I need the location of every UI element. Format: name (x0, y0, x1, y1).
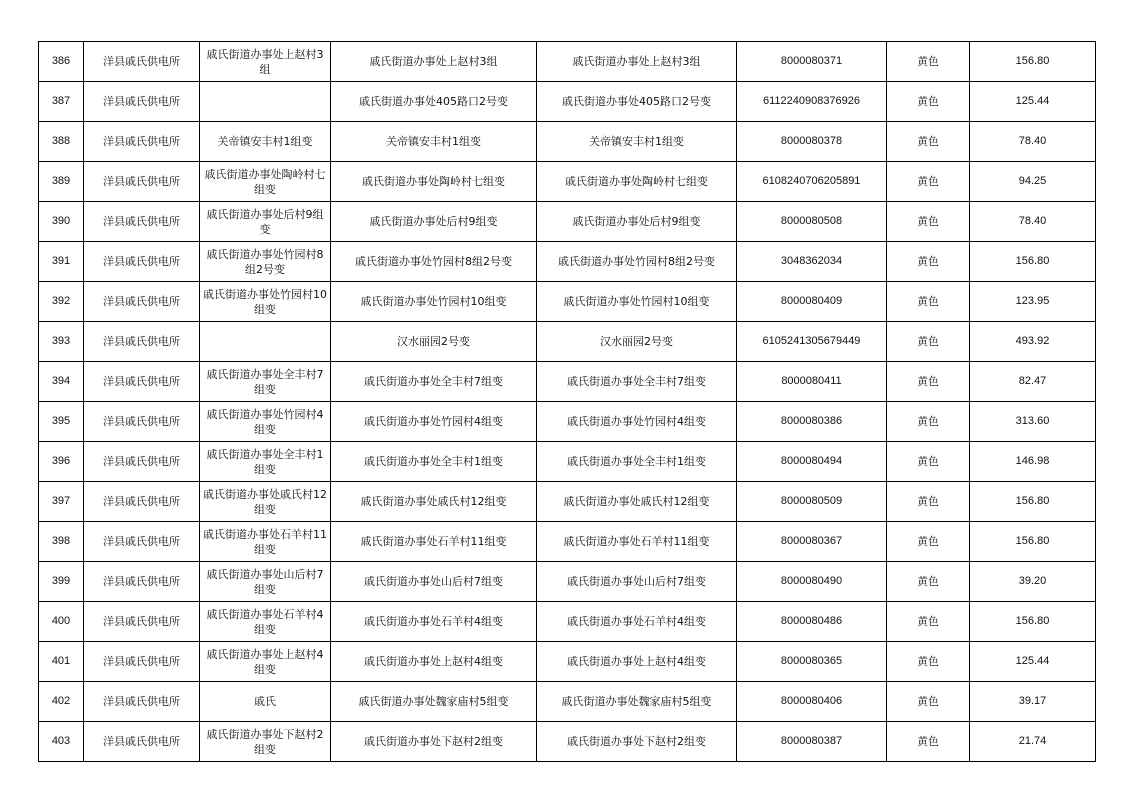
meter-code-cell: 8000080371 (737, 42, 887, 82)
warning-level-cell: 黄色 (887, 162, 970, 202)
warning-level-cell: 黄色 (887, 442, 970, 482)
line-name-cell: 戚氏街道办事处竹园村10组变 (331, 282, 537, 322)
warning-level-cell: 黄色 (887, 42, 970, 82)
table-row (39, 162, 1096, 202)
value-cell: 78.40 (970, 122, 1096, 162)
row-number-cell: 392 (39, 282, 84, 322)
transformer-name-cell: 戚氏街道办事处下赵村2组变 (537, 722, 737, 762)
value-cell: 39.17 (970, 682, 1096, 722)
location-cell: 戚氏 (200, 682, 331, 722)
row-number-cell: 399 (39, 562, 84, 602)
table-row (39, 282, 1096, 322)
warning-level-cell: 黄色 (887, 522, 970, 562)
table-row (39, 122, 1096, 162)
row-number-cell: 386 (39, 42, 84, 82)
table-row (39, 402, 1096, 442)
warning-level-cell: 黄色 (887, 642, 970, 682)
line-name-cell: 戚氏街道办事处全丰村7组变 (331, 362, 537, 402)
table-row (39, 522, 1096, 562)
location-cell: 戚氏街道办事处全丰村7组变 (200, 362, 331, 402)
table-body (39, 42, 1096, 762)
supply-station-cell: 洋县戚氏供电所 (84, 722, 200, 762)
warning-level-cell: 黄色 (887, 682, 970, 722)
warning-level-cell: 黄色 (887, 362, 970, 402)
transformer-name-cell: 戚氏街道办事处竹园村4组变 (537, 402, 737, 442)
meter-code-cell: 8000080508 (737, 202, 887, 242)
transformer-name-cell: 戚氏街道办事处全丰村7组变 (537, 362, 737, 402)
row-number-cell: 389 (39, 162, 84, 202)
row-number-cell: 402 (39, 682, 84, 722)
supply-station-cell: 洋县戚氏供电所 (84, 402, 200, 442)
value-cell: 156.80 (970, 42, 1096, 82)
line-name-cell: 戚氏街道办事处石羊村11组变 (331, 522, 537, 562)
value-cell: 146.98 (970, 442, 1096, 482)
table-row (39, 202, 1096, 242)
supply-station-cell: 洋县戚氏供电所 (84, 362, 200, 402)
location-cell: 戚氏街道办事处上赵村4组变 (200, 642, 331, 682)
table-row (39, 562, 1096, 602)
location-cell: 戚氏街道办事处全丰村1组变 (200, 442, 331, 482)
location-cell (200, 322, 331, 362)
line-name-cell: 戚氏街道办事处上赵村4组变 (331, 642, 537, 682)
supply-station-cell: 洋县戚氏供电所 (84, 82, 200, 122)
row-number-cell: 398 (39, 522, 84, 562)
table-row (39, 42, 1096, 82)
transformer-name-cell: 戚氏街道办事处上赵村4组变 (537, 642, 737, 682)
table-row (39, 362, 1096, 402)
supply-station-cell: 洋县戚氏供电所 (84, 562, 200, 602)
supply-station-cell: 洋县戚氏供电所 (84, 442, 200, 482)
transformer-name-cell: 戚氏街道办事处全丰村1组变 (537, 442, 737, 482)
transformer-name-cell: 戚氏街道办事处山后村7组变 (537, 562, 737, 602)
line-name-cell: 戚氏街道办事处下赵村2组变 (331, 722, 537, 762)
line-name-cell: 戚氏街道办事处山后村7组变 (331, 562, 537, 602)
table-row (39, 722, 1096, 762)
line-name-cell: 戚氏街道办事处全丰村1组变 (331, 442, 537, 482)
warning-level-cell: 黄色 (887, 602, 970, 642)
location-cell: 戚氏街道办事处竹园村4组变 (200, 402, 331, 442)
value-cell: 94.25 (970, 162, 1096, 202)
meter-code-cell: 8000080367 (737, 522, 887, 562)
supply-station-cell: 洋县戚氏供电所 (84, 522, 200, 562)
supply-station-cell: 洋县戚氏供电所 (84, 602, 200, 642)
row-number-cell: 390 (39, 202, 84, 242)
row-number-cell: 396 (39, 442, 84, 482)
meter-code-cell: 8000080490 (737, 562, 887, 602)
line-name-cell: 戚氏街道办事处魏家庙村5组变 (331, 682, 537, 722)
row-number-cell: 388 (39, 122, 84, 162)
location-cell: 戚氏街道办事处竹园村8组2号变 (200, 242, 331, 282)
meter-code-cell: 8000080409 (737, 282, 887, 322)
location-cell: 戚氏街道办事处竹园村10组变 (200, 282, 331, 322)
warning-level-cell: 黄色 (887, 282, 970, 322)
supply-station-cell: 洋县戚氏供电所 (84, 322, 200, 362)
warning-level-cell: 黄色 (887, 722, 970, 762)
table-row (39, 682, 1096, 722)
transformer-name-cell: 戚氏街道办事处陶岭村七组变 (537, 162, 737, 202)
meter-code-cell: 8000080378 (737, 122, 887, 162)
table-row (39, 242, 1096, 282)
meter-code-cell: 6112240908376926 (737, 82, 887, 122)
location-cell: 戚氏街道办事处山后村7组变 (200, 562, 331, 602)
meter-code-cell: 8000080387 (737, 722, 887, 762)
supply-station-cell: 洋县戚氏供电所 (84, 642, 200, 682)
row-number-cell: 393 (39, 322, 84, 362)
supply-station-cell: 洋县戚氏供电所 (84, 162, 200, 202)
table-row (39, 642, 1096, 682)
warning-level-cell: 黄色 (887, 202, 970, 242)
meter-code-cell: 8000080486 (737, 602, 887, 642)
row-number-cell: 401 (39, 642, 84, 682)
value-cell: 156.80 (970, 602, 1096, 642)
value-cell: 313.60 (970, 402, 1096, 442)
value-cell: 39.20 (970, 562, 1096, 602)
value-cell: 125.44 (970, 642, 1096, 682)
location-cell: 戚氏街道办事处石羊村11组变 (200, 522, 331, 562)
line-name-cell: 戚氏街道办事处405路口2号变 (331, 82, 537, 122)
location-cell: 戚氏街道办事处后村9组变 (200, 202, 331, 242)
supply-station-cell: 洋县戚氏供电所 (84, 202, 200, 242)
transformer-name-cell: 戚氏街道办事处竹园村8组2号变 (537, 242, 737, 282)
table-row (39, 482, 1096, 522)
location-cell: 戚氏街道办事处戚氏村12组变 (200, 482, 331, 522)
supply-station-cell: 洋县戚氏供电所 (84, 482, 200, 522)
warning-level-cell: 黄色 (887, 82, 970, 122)
transformer-name-cell: 戚氏街道办事处竹园村10组变 (537, 282, 737, 322)
location-cell (200, 82, 331, 122)
table-row (39, 322, 1096, 362)
value-cell: 156.80 (970, 482, 1096, 522)
meter-code-cell: 3048362034 (737, 242, 887, 282)
transformer-name-cell: 汉水丽园2号变 (537, 322, 737, 362)
value-cell: 21.74 (970, 722, 1096, 762)
warning-level-cell: 黄色 (887, 122, 970, 162)
value-cell: 493.92 (970, 322, 1096, 362)
line-name-cell: 戚氏街道办事处上赵村3组 (331, 42, 537, 82)
table-row (39, 602, 1096, 642)
location-cell: 关帝镇安丰村1组变 (200, 122, 331, 162)
table-row (39, 82, 1096, 122)
warning-level-cell: 黄色 (887, 482, 970, 522)
meter-code-cell: 8000080509 (737, 482, 887, 522)
value-cell: 123.95 (970, 282, 1096, 322)
transformer-name-cell: 戚氏街道办事处上赵村3组 (537, 42, 737, 82)
line-name-cell: 戚氏街道办事处竹园村8组2号变 (331, 242, 537, 282)
line-name-cell: 戚氏街道办事处后村9组变 (331, 202, 537, 242)
row-number-cell: 387 (39, 82, 84, 122)
line-name-cell: 戚氏街道办事处石羊村4组变 (331, 602, 537, 642)
transformer-name-cell: 戚氏街道办事处戚氏村12组变 (537, 482, 737, 522)
meter-code-cell: 6105241305679449 (737, 322, 887, 362)
value-cell: 82.47 (970, 362, 1096, 402)
value-cell: 78.40 (970, 202, 1096, 242)
transformer-name-cell: 戚氏街道办事处魏家庙村5组变 (537, 682, 737, 722)
location-cell: 戚氏街道办事处下赵村2组变 (200, 722, 331, 762)
transformer-name-cell: 戚氏街道办事处后村9组变 (537, 202, 737, 242)
row-number-cell: 395 (39, 402, 84, 442)
value-cell: 156.80 (970, 242, 1096, 282)
warning-level-cell: 黄色 (887, 242, 970, 282)
row-number-cell: 391 (39, 242, 84, 282)
supply-station-cell: 洋县戚氏供电所 (84, 682, 200, 722)
supply-station-cell: 洋县戚氏供电所 (84, 242, 200, 282)
location-cell: 戚氏街道办事处陶岭村七组变 (200, 162, 331, 202)
meter-code-cell: 8000080411 (737, 362, 887, 402)
value-cell: 125.44 (970, 82, 1096, 122)
transformer-name-cell: 戚氏街道办事处石羊村11组变 (537, 522, 737, 562)
transformer-name-cell: 戚氏街道办事处石羊村4组变 (537, 602, 737, 642)
location-cell: 戚氏街道办事处上赵村3组 (200, 42, 331, 82)
line-name-cell: 关帝镇安丰村1组变 (331, 122, 537, 162)
supply-station-cell: 洋县戚氏供电所 (84, 42, 200, 82)
transformer-table (38, 41, 1096, 762)
transformer-name-cell: 戚氏街道办事处405路口2号变 (537, 82, 737, 122)
line-name-cell: 戚氏街道办事处戚氏村12组变 (331, 482, 537, 522)
warning-level-cell: 黄色 (887, 322, 970, 362)
row-number-cell: 400 (39, 602, 84, 642)
line-name-cell: 汉水丽园2号变 (331, 322, 537, 362)
supply-station-cell: 洋县戚氏供电所 (84, 282, 200, 322)
row-number-cell: 397 (39, 482, 84, 522)
warning-level-cell: 黄色 (887, 562, 970, 602)
value-cell: 156.80 (970, 522, 1096, 562)
meter-code-cell: 8000080406 (737, 682, 887, 722)
transformer-name-cell: 关帝镇安丰村1组变 (537, 122, 737, 162)
warning-level-cell: 黄色 (887, 402, 970, 442)
meter-code-cell: 8000080494 (737, 442, 887, 482)
row-number-cell: 403 (39, 722, 84, 762)
location-cell: 戚氏街道办事处石羊村4组变 (200, 602, 331, 642)
supply-station-cell: 洋县戚氏供电所 (84, 122, 200, 162)
row-number-cell: 394 (39, 362, 84, 402)
meter-code-cell: 8000080365 (737, 642, 887, 682)
meter-code-cell: 6108240706205891 (737, 162, 887, 202)
table-row (39, 442, 1096, 482)
meter-code-cell: 8000080386 (737, 402, 887, 442)
line-name-cell: 戚氏街道办事处竹园村4组变 (331, 402, 537, 442)
line-name-cell: 戚氏街道办事处陶岭村七组变 (331, 162, 537, 202)
